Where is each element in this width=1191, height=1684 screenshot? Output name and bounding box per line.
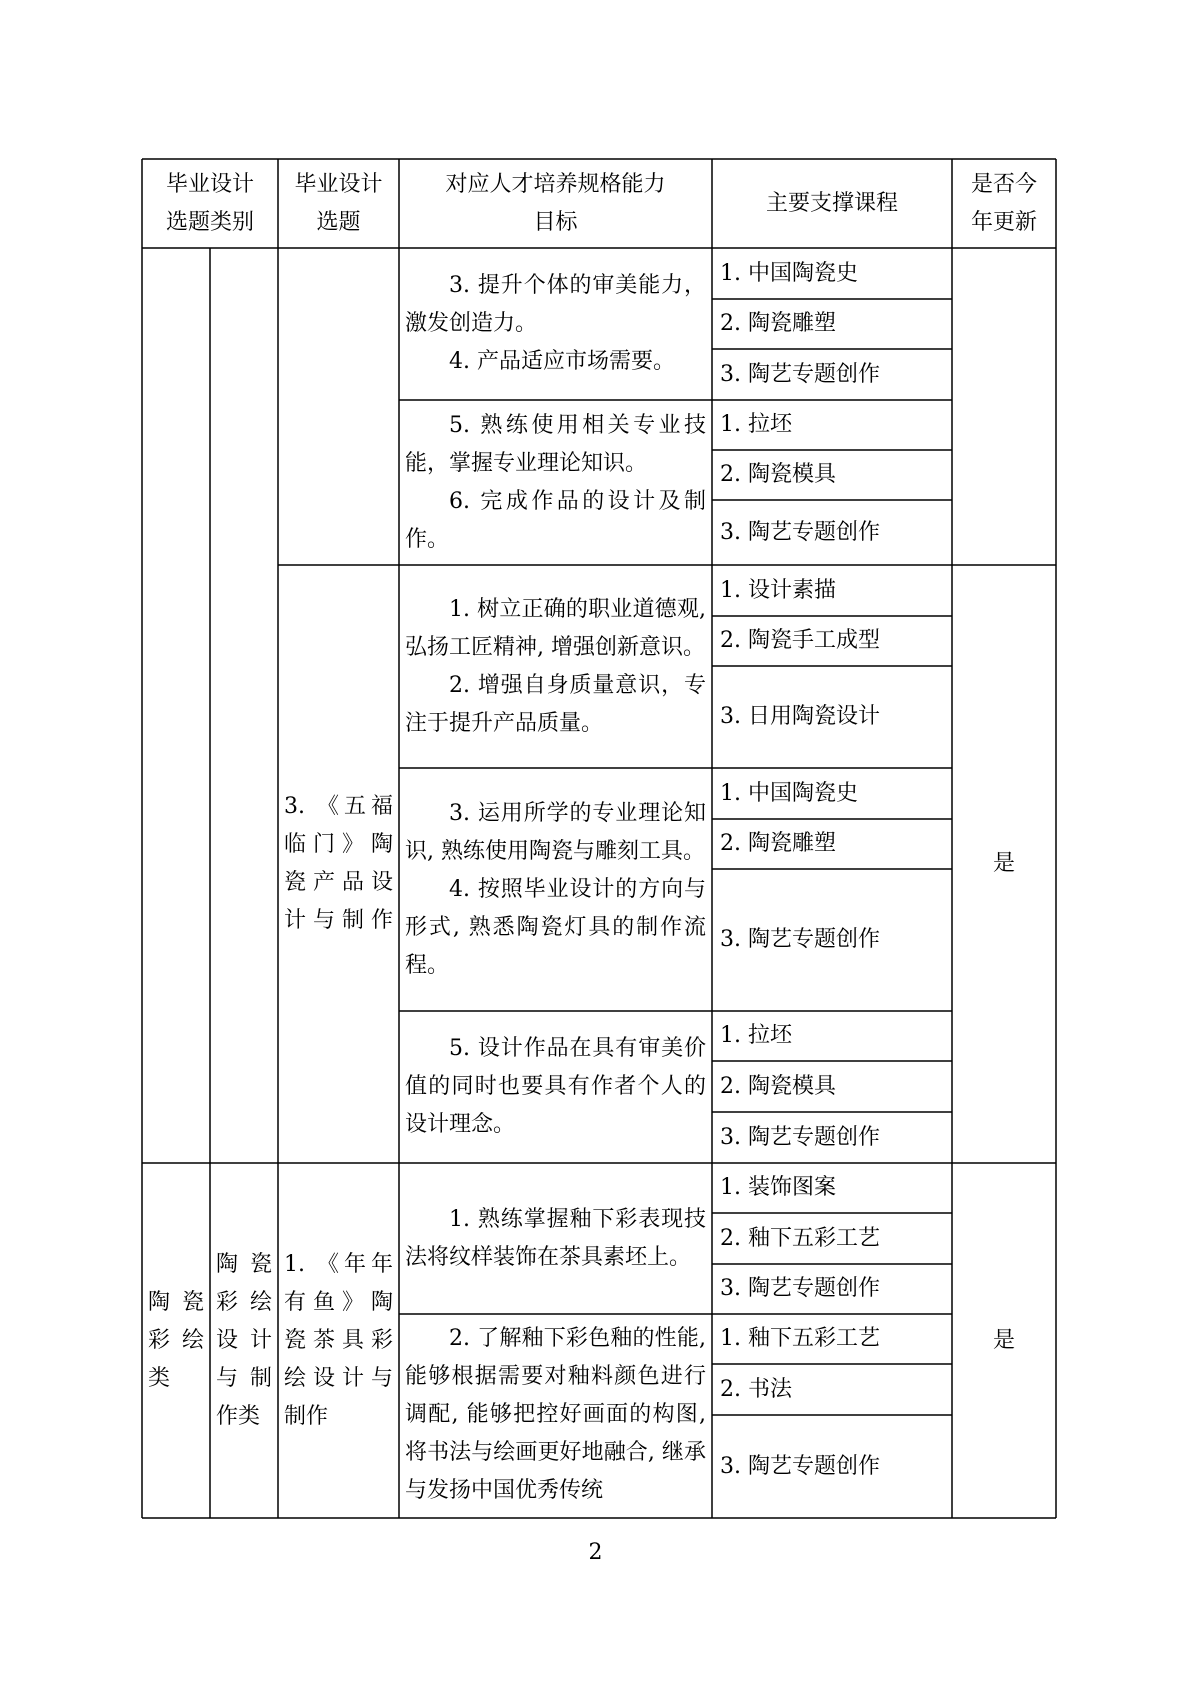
goal-cell [399,1011,712,1163]
topic-cell: 3. 《五福 临门》陶 瓷产品设 计与制作 [284,794,393,933]
header-topic: 毕业设计 选题 [294,171,383,235]
goal-text: 4. 产品适应市场需要。 [449,349,675,374]
goal-text: 6. 完成作品的设计及制作。 [405,488,706,552]
goal-cell [399,768,712,1011]
goal-text: 5. 熟练使用相关专业技能，掌握专业理论知识。 [405,412,706,476]
goal-cell [399,1314,712,1518]
goal-cell [399,248,712,400]
header-updated: 是否今 年更新 [970,171,1037,235]
goal-cell [399,400,712,565]
course-cell: 1. 拉坯 [720,1023,792,1048]
goal-text: 2. 增强自身质量意识，专注于提升产品质量。 [405,672,706,736]
course-cell: 2. 陶瓷雕塑 [720,831,836,856]
goal-text: 4. 按照毕业设计的方向与形式, 熟悉陶瓷灯具的制作流程。 [405,876,706,978]
course-cell: 2. 陶瓷模具 [720,1073,836,1099]
updated-cell: 是 [992,851,1015,876]
updated-cell: 是 [992,1327,1015,1353]
course-cell: 3. 陶艺专题创作 [720,519,880,545]
course-cell: 3. 陶艺专题创作 [720,927,880,952]
goal-text: 5. 设计作品在具有审美价值的同时也要具有作者个人的设计理念。 [405,1036,706,1137]
goal-text: 1. 树立正确的职业道德观, 弘扬工匠精神, 增强创新意识。 [405,596,706,660]
course-cell: 1. 设计素描 [720,577,836,603]
goal-cell [399,1163,712,1314]
course-cell: 1. 中国陶瓷史 [720,260,858,286]
course-cell: 1. 拉坯 [720,412,792,437]
goal-text: 1. 熟练掌握釉下彩表现技法将纹样装饰在茶具素坯上。 [405,1206,706,1270]
goal-text: 3. 运用所学的专业理论知识, 熟练使用陶瓷与雕刻工具。 [405,800,706,864]
category-cell: 陶 瓷 彩 绘 类 [148,1289,204,1391]
course-cell: 1. 中国陶瓷史 [720,780,858,806]
header-category: 毕业设计 选题类别 [165,171,254,235]
course-cell: 2. 陶瓷模具 [720,462,836,487]
course-cell: 3. 陶艺专题创作 [720,1453,880,1479]
course-cell: 2. 陶瓷雕塑 [720,311,836,336]
subcategory-cell: 陶 瓷 彩 绘 设 计 与 制 作类 [216,1251,272,1429]
goal-text: 3. 提升个体的审美能力，激发创造力。 [405,273,706,336]
goal-text: 2. 了解釉下彩色釉的性能, 能够根据需要对釉料颜色进行调配, 能够把控好画面的构图, 将书法与绘画更好地融合, 继承与发扬中国优秀传统 [405,1326,706,1503]
course-cell: 3. 陶艺专题创作 [720,361,880,387]
course-cell: 2. 书法 [720,1376,792,1402]
topic-cell: 1. 《年年 有鱼》陶 瓷茶具彩 绘设计与 制作 [284,1251,393,1429]
course-cell: 2. 釉下五彩工艺 [720,1225,880,1251]
course-cell: 1. 装饰图案 [720,1175,836,1200]
course-cell: 3. 陶艺专题创作 [720,1276,880,1301]
header-courses: 主要支撑课程 [765,190,898,216]
header-goals: 对应人才培养规格能力 目标 [445,171,666,235]
course-cell: 1. 釉下五彩工艺 [720,1326,880,1351]
course-cell: 3. 陶艺专题创作 [720,1124,880,1150]
page-number: 2 [588,1540,603,1565]
course-cell: 2. 陶瓷手工成型 [720,628,880,653]
course-cell: 3. 日用陶瓷设计 [720,704,880,729]
goal-cell [399,565,712,768]
